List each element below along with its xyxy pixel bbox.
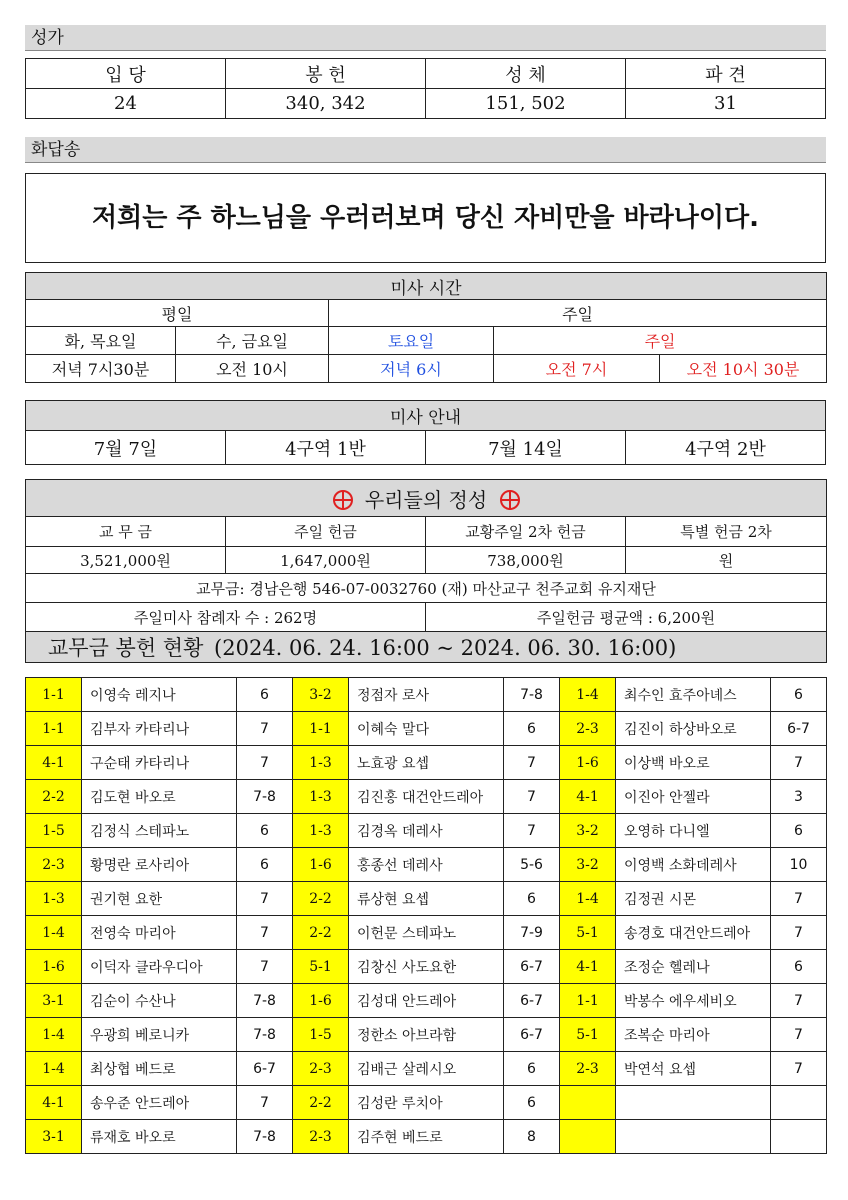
table-row	[26, 1018, 827, 1052]
table-row	[26, 1052, 827, 1086]
offering-header: 교 무 금	[26, 517, 226, 547]
psalm-title: 화답송	[25, 137, 826, 163]
offering-header: 주일 헌금	[226, 517, 426, 547]
status-title: 교무금 봉헌 현황	[48, 636, 204, 660]
count-cell: 5-6	[504, 848, 560, 882]
zone-cell: 1-3	[26, 882, 82, 916]
zone-cell: 2-2	[293, 916, 349, 950]
zone-cell: 2-2	[293, 1086, 349, 1120]
zone-cell: 5-1	[293, 950, 349, 984]
table-row	[26, 1086, 827, 1120]
zone-cell: 4-1	[26, 746, 82, 780]
count-cell: 7-8	[237, 984, 293, 1018]
count-cell: 7	[771, 916, 827, 950]
count-cell: 6	[237, 678, 293, 712]
count-cell: 6-7	[237, 1052, 293, 1086]
name-cell: 박봉수 에우세비오	[616, 984, 771, 1018]
name-cell: 김순이 수산나	[82, 984, 237, 1018]
count-cell: 7	[237, 916, 293, 950]
zone-cell: 2-3	[560, 1052, 616, 1086]
name-cell: 최상협 베드로	[82, 1052, 237, 1086]
zone-cell: 3-1	[26, 1120, 82, 1154]
table-row	[26, 1120, 827, 1154]
name-cell: 김진이 하상바오로	[616, 712, 771, 746]
status-title-row	[26, 632, 827, 663]
choir-value: 31	[626, 89, 826, 119]
offering-title-row	[26, 480, 827, 517]
mass-guide-title: 미사 안내	[26, 401, 826, 431]
mass-times-section	[25, 272, 826, 383]
count-cell: 6	[504, 1052, 560, 1086]
day-sunday: 주일	[494, 327, 827, 355]
name-cell: 노효광 요셉	[349, 746, 504, 780]
name-cell	[616, 1086, 771, 1120]
count-cell: 7	[771, 1018, 827, 1052]
name-cell: 오영하 다니엘	[616, 814, 771, 848]
mass-guide-table	[25, 400, 826, 465]
zone-cell: 2-2	[26, 780, 82, 814]
choir-value: 151, 502	[426, 89, 626, 119]
name-cell: 송우준 안드레아	[82, 1086, 237, 1120]
table-row	[26, 746, 827, 780]
zone-cell: 1-1	[560, 984, 616, 1018]
table-row	[26, 950, 827, 984]
choir-header: 봉 헌	[226, 59, 426, 89]
zone-cell: 4-1	[26, 1086, 82, 1120]
name-cell: 송경호 대건안드레아	[616, 916, 771, 950]
zone-cell: 1-6	[26, 950, 82, 984]
zone-cell: 5-1	[560, 916, 616, 950]
cross-icon	[333, 490, 353, 510]
zone-cell: 1-3	[293, 746, 349, 780]
count-cell	[771, 1120, 827, 1154]
status-period: (2024. 06. 24. 16:00 ~ 2024. 06. 30. 16:00)	[214, 636, 677, 660]
time-sunday-early: 오전 7시	[494, 355, 660, 383]
mass-guide-section	[25, 400, 826, 465]
name-cell: 이덕자 클라우디아	[82, 950, 237, 984]
zone-cell: 1-3	[293, 814, 349, 848]
choir-section	[25, 25, 826, 119]
name-cell: 황명란 로사리아	[82, 848, 237, 882]
zone-cell: 1-4	[26, 916, 82, 950]
name-cell: 정한소 아브라함	[349, 1018, 504, 1052]
count-cell: 3	[771, 780, 827, 814]
offering-title: 우리들의 정성	[364, 487, 488, 512]
zone-cell: 3-2	[560, 814, 616, 848]
name-cell: 김도현 바오로	[82, 780, 237, 814]
name-cell: 김부자 카타리나	[82, 712, 237, 746]
guide-date-1: 7월 7일	[26, 431, 226, 465]
zone-cell: 1-1	[26, 678, 82, 712]
choir-table	[25, 58, 826, 119]
zone-cell: 1-1	[26, 712, 82, 746]
zone-cell: 3-2	[560, 848, 616, 882]
name-cell: 최수인 효주아녜스	[616, 678, 771, 712]
zone-cell: 1-3	[293, 780, 349, 814]
zone-cell: 1-1	[293, 712, 349, 746]
count-cell: 7	[771, 984, 827, 1018]
zone-cell: 1-6	[560, 746, 616, 780]
name-cell: 류재호 바오로	[82, 1120, 237, 1154]
status-table	[25, 677, 827, 1154]
zone-cell: 5-1	[560, 1018, 616, 1052]
name-cell: 김정식 스테파노	[82, 814, 237, 848]
name-cell: 이영숙 레지나	[82, 678, 237, 712]
count-cell: 7	[237, 712, 293, 746]
count-cell: 6	[771, 814, 827, 848]
zone-cell: 3-1	[26, 984, 82, 1018]
count-cell: 6	[504, 712, 560, 746]
name-cell: 이상백 바오로	[616, 746, 771, 780]
zone-cell: 2-3	[26, 848, 82, 882]
zone-cell: 1-4	[26, 1052, 82, 1086]
table-row	[26, 712, 827, 746]
zone-cell: 2-3	[560, 712, 616, 746]
count-cell: 10	[771, 848, 827, 882]
offering-value: 원	[626, 547, 827, 574]
count-cell: 7-9	[504, 916, 560, 950]
name-cell	[616, 1120, 771, 1154]
zone-cell: 3-2	[293, 678, 349, 712]
name-cell: 박연석 요셉	[616, 1052, 771, 1086]
sunday-label: 주일	[329, 300, 827, 327]
psalm-text: 저희는 주 하느님을 우러러보며 당신 자비만을 바라나이다.	[25, 173, 826, 263]
day-tue-thu: 화, 목요일	[26, 327, 176, 355]
count-cell	[771, 1086, 827, 1120]
psalm-section	[25, 137, 826, 263]
count-cell: 6-7	[504, 984, 560, 1018]
table-row	[26, 916, 827, 950]
table-row	[26, 984, 827, 1018]
table-row	[26, 882, 827, 916]
name-cell: 이영백 소화데레사	[616, 848, 771, 882]
time-sunday-late: 오전 10시 30분	[660, 355, 827, 383]
count-cell: 6	[504, 1086, 560, 1120]
count-cell: 7-8	[237, 1018, 293, 1052]
zone-cell: 4-1	[560, 780, 616, 814]
zone-cell: 1-6	[293, 848, 349, 882]
count-cell: 7	[771, 746, 827, 780]
choir-title: 성가	[25, 25, 826, 51]
name-cell: 김경옥 데레사	[349, 814, 504, 848]
table-row	[26, 814, 827, 848]
count-cell: 6-7	[771, 712, 827, 746]
offering-table	[25, 479, 827, 663]
offering-average: 주일헌금 평균액 : 6,200원	[426, 603, 827, 632]
cross-icon	[500, 490, 520, 510]
name-cell: 이진아 안젤라	[616, 780, 771, 814]
count-cell: 6	[771, 950, 827, 984]
day-saturday: 토요일	[329, 327, 494, 355]
choir-header: 성 체	[426, 59, 626, 89]
count-cell: 6	[237, 848, 293, 882]
name-cell: 김배근 살레시오	[349, 1052, 504, 1086]
name-cell: 김창신 사도요한	[349, 950, 504, 984]
status-list-section	[25, 677, 826, 1154]
guide-group-2: 4구역 2반	[626, 431, 826, 465]
table-row	[26, 780, 827, 814]
offering-account: 교무금: 경남은행 546-07-0032760 (재) 마산교구 천주교회 유지재단	[26, 574, 827, 603]
count-cell: 6-7	[504, 950, 560, 984]
count-cell: 7	[504, 814, 560, 848]
mass-times-title: 미사 시간	[26, 273, 827, 300]
name-cell: 김성대 안드레아	[349, 984, 504, 1018]
name-cell: 홍종선 데레사	[349, 848, 504, 882]
zone-cell: 4-1	[560, 950, 616, 984]
zone-cell	[560, 1120, 616, 1154]
guide-date-2: 7월 14일	[426, 431, 626, 465]
offering-value: 738,000원	[426, 547, 626, 574]
zone-cell: 2-3	[293, 1120, 349, 1154]
count-cell: 7	[771, 1052, 827, 1086]
zone-cell: 2-2	[293, 882, 349, 916]
choir-header: 파 견	[626, 59, 826, 89]
time-tue-thu: 저녁 7시30분	[26, 355, 176, 383]
name-cell: 김주현 베드로	[349, 1120, 504, 1154]
name-cell: 우광희 베로니카	[82, 1018, 237, 1052]
count-cell: 7	[504, 746, 560, 780]
zone-cell: 1-4	[560, 882, 616, 916]
name-cell: 이헌문 스테파노	[349, 916, 504, 950]
count-cell: 7	[237, 882, 293, 916]
count-cell: 7	[771, 882, 827, 916]
zone-cell: 1-5	[293, 1018, 349, 1052]
zone-cell: 1-4	[26, 1018, 82, 1052]
choir-value: 24	[26, 89, 226, 119]
zone-cell: 1-4	[560, 678, 616, 712]
name-cell: 이혜숙 말다	[349, 712, 504, 746]
count-cell: 6	[771, 678, 827, 712]
zone-cell: 1-6	[293, 984, 349, 1018]
name-cell: 김성란 루치아	[349, 1086, 504, 1120]
count-cell: 6	[237, 814, 293, 848]
name-cell: 류상현 요셉	[349, 882, 504, 916]
zone-cell	[560, 1086, 616, 1120]
time-saturday: 저녁 6시	[329, 355, 494, 383]
name-cell: 김진홍 대건안드레아	[349, 780, 504, 814]
count-cell: 6-7	[504, 1018, 560, 1052]
day-wed-fri: 수, 금요일	[176, 327, 329, 355]
table-row	[26, 848, 827, 882]
weekday-label: 평일	[26, 300, 329, 327]
count-cell: 7-8	[237, 780, 293, 814]
count-cell: 7	[237, 1086, 293, 1120]
guide-group-1: 4구역 1반	[226, 431, 426, 465]
count-cell: 6	[504, 882, 560, 916]
offering-value: 3,521,000원	[26, 547, 226, 574]
choir-header: 입 당	[26, 59, 226, 89]
offering-section	[25, 479, 826, 663]
zone-cell: 2-3	[293, 1052, 349, 1086]
name-cell: 조정순 헬레나	[616, 950, 771, 984]
offering-attendance: 주일미사 참례자 수 : 262명	[26, 603, 426, 632]
choir-value: 340, 342	[226, 89, 426, 119]
table-row	[26, 678, 827, 712]
name-cell: 권기현 요한	[82, 882, 237, 916]
name-cell: 전영숙 마리아	[82, 916, 237, 950]
zone-cell: 1-5	[26, 814, 82, 848]
count-cell: 7-8	[237, 1120, 293, 1154]
count-cell: 7-8	[504, 678, 560, 712]
offering-value: 1,647,000원	[226, 547, 426, 574]
offering-header: 특별 헌금 2차	[626, 517, 827, 547]
mass-times-table	[25, 272, 827, 383]
name-cell: 김정권 시몬	[616, 882, 771, 916]
offering-header: 교황주일 2차 헌금	[426, 517, 626, 547]
count-cell: 8	[504, 1120, 560, 1154]
count-cell: 7	[237, 746, 293, 780]
count-cell: 7	[237, 950, 293, 984]
name-cell: 조복순 마리아	[616, 1018, 771, 1052]
time-wed-fri: 오전 10시	[176, 355, 329, 383]
name-cell: 구순태 카타리나	[82, 746, 237, 780]
count-cell: 7	[504, 780, 560, 814]
name-cell: 정점자 로사	[349, 678, 504, 712]
